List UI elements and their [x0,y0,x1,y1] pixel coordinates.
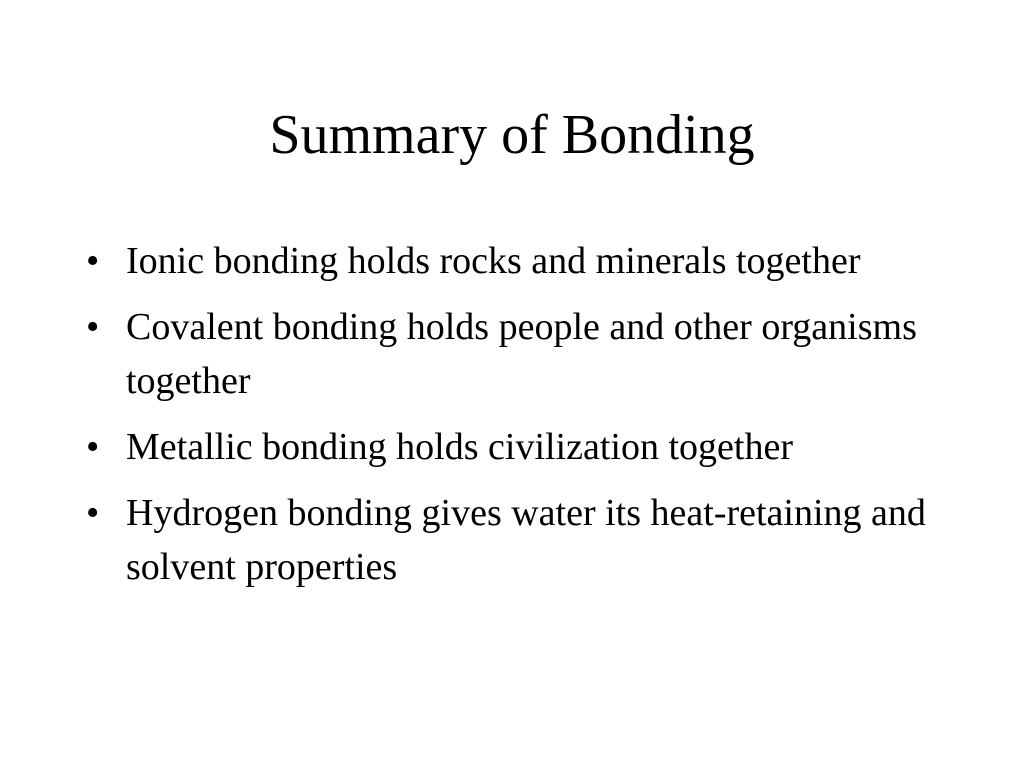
bullet-text: Hydrogen bonding gives water its heat-retaining and solvent properties [126,492,926,588]
bullet-item-metallic [86,420,946,474]
bullet-item-hydrogen [86,486,946,594]
bullet-icon: • [86,306,100,348]
bullet-text: Covalent bonding holds people and other organisms together [126,306,917,402]
bullet-list [86,234,946,606]
bullet-item-ionic [86,234,946,288]
bullet-icon: • [86,240,100,282]
bullet-icon: • [86,492,100,534]
bullet-item-covalent [86,300,946,408]
bullet-text: Ionic bonding holds rocks and minerals together [126,240,861,282]
bullet-text: Metallic bonding holds civilization together [126,426,793,468]
slide-title: Summary of Bonding [269,104,755,166]
bullet-icon: • [86,426,100,468]
